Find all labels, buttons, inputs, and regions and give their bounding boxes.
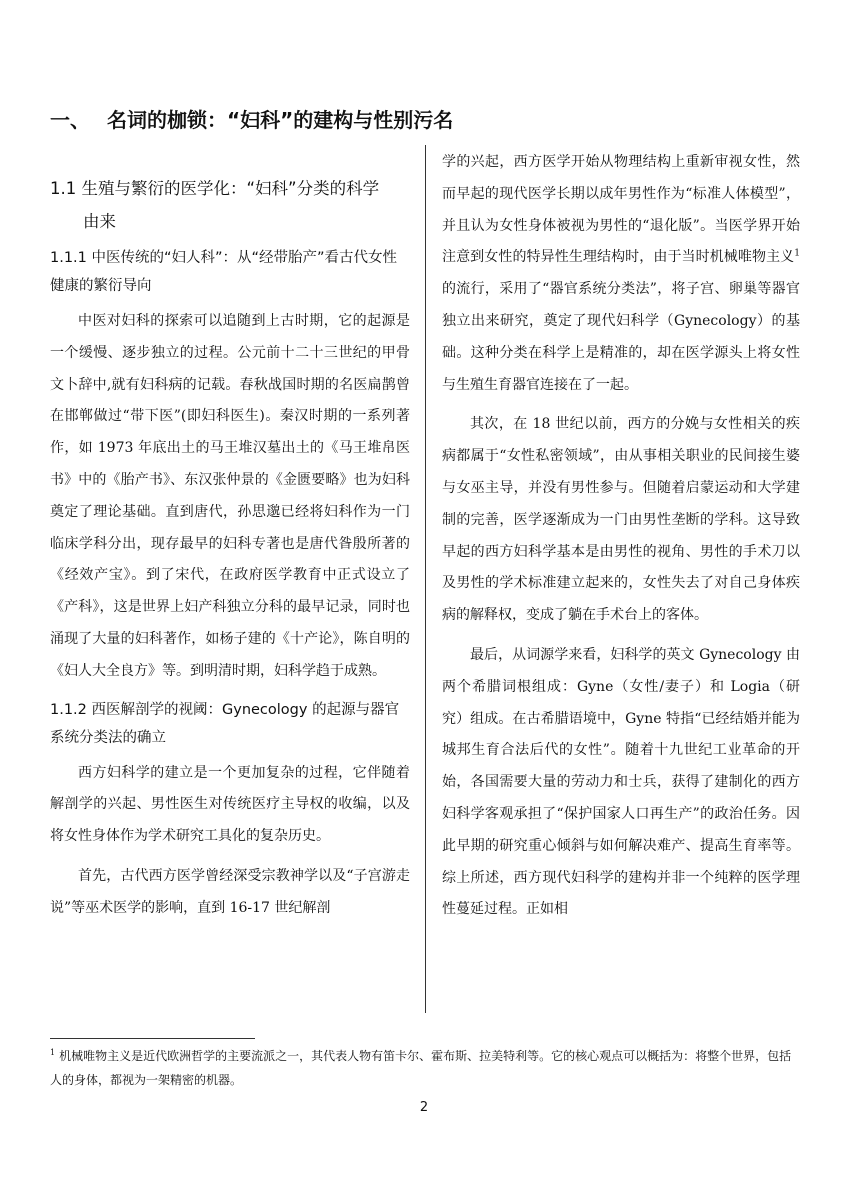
paragraph-continued — [442, 147, 800, 401]
footnote — [50, 1044, 792, 1092]
paragraph: 最后，从词源学来看，妇科学的英文 Gynecology 由两个希腊词根组成：Gyne（女性/妻子）和 Logia（研究）组成。在古希腊语境中，Gyne 特指“已经结婚并能为城邦生育合法后代的女性”。随着十九世纪工业革命的开始，各国需要大量的劳动力和士兵，获得了建制化的西方妇科学客观承担了“保护国家人口再生产”的政治任务。因此早期的研究重心倾斜与如何解决难产、提高生育率等。综上所述，西方现代妇科学的建构并非一个纯粹的医学理性蔓延过程。正如相 — [442, 646, 800, 918]
footnote-separator — [50, 1038, 255, 1039]
right-column — [442, 147, 800, 934]
footnote-mark: 1 — [50, 1048, 56, 1057]
section-heading-line-2: 由来 — [83, 212, 116, 231]
column-divider — [425, 145, 426, 1013]
page-number: 2 — [419, 1100, 429, 1115]
subsection-heading-1-1-2: 1.1.2 西医解剖学的视阈：Gynecology 的起源与器官系统分类法的确立 — [50, 701, 400, 746]
paragraph: 中医对妇科的探索可以追随到上古时期，它的起源是一个缓慢、逐步独立的过程。公元前十二十三世纪的甲骨文卜辞中,就有妇科病的记载。春秋战国时期的名医扁鹊曾在邯郸做过“带下医”(即妇科医生)。秦汉时期的一系列著作，如 1973 年底出土的马王堆汉墓出土的《马王堆帛医书》中的《胎产书》、东汉张仲景的《金匮要略》也为妇科奠定了理论基础。直到唐代，孙思邈已经将妇科作为一门临床学科分出，现存最早的妇科专著也是唐代昝殷所著的《经效产宝》。到了宋代，在政府医学教育中正式设立了《产科》，这是世界上妇产科独立分科的最早记录，同时也涌现了大量的妇科著作，如杨子建的《十产论》，陈自明的《妇人大全良方》等。到明清时期，妇科学趋于成熟。 — [50, 313, 410, 679]
subsection-heading-1-1-1: 1.1.1 中医传统的“妇人科”：从“经带胎产”看古代女性健康的繁衍导向 — [50, 250, 398, 294]
footnote-reference[interactable]: 1 — [794, 248, 800, 259]
title-number: 一、 — [50, 108, 90, 132]
paragraph: 西方妇科学的建立是一个更加复杂的过程，它伴随着解剖学的兴起、男性医生对传统医疗主导权的收编，以及将女性身体作为学术研究工具化的复杂历史。 — [50, 764, 410, 845]
paragraph-text: 学的兴起，西方医学开始从物理结构上重新审视女性，然而早起的现代医学长期以成年男性作为“标准人体模型”，并且认为女性身体被视为男性的“退化版”。当医学界开始注意到女性的特异性生理结构时，由于当时机械唯物主义 — [442, 154, 800, 266]
left-column — [50, 172, 410, 933]
page-title — [50, 104, 453, 133]
paragraph-text: 的流行，采用了“器官系统分类法”，将子宫、卵巢等器官独立出来研究，奠定了现代妇科学（Gynecology）的基础。这种分类在科学上是精准的，却在医学源头上将女性与生殖生育器官连接在了一起。 — [442, 281, 800, 393]
footnote-text: 机械唯物主义是近代欧洲哲学的主要流派之一，其代表人物有笛卡尔、霍布斯、拉美特利等。它的核心观点可以概括为：将整个世界，包括人的身体，都视为一架精密的机器。 — [50, 1049, 792, 1087]
title-text: 名词的枷锁：“妇科”的建构与性别污名 — [107, 108, 454, 132]
paragraph: 首先，古代西方医学曾经深受宗教神学以及“子宫游走说”等巫术医学的影响，直到 16-17 世纪解剖 — [50, 867, 410, 916]
paragraph: 其次，在 18 世纪以前，西方的分娩与女性相关的疾病都属于“女性私密领域”，由从事相关职业的民间接生婆与女巫主导，并没有男性参与。但随着启蒙运动和大学建制的完善，医学逐渐成为一门由男性垄断的学科。这导致早起的西方妇科学基本是由男性的视角、男性的手术刀以及男性的学术标准建立起来的，女性失去了对自己身体疾病的解释权，变成了躺在手术台上的客体。 — [442, 416, 800, 624]
section-heading-1-1 — [50, 172, 410, 238]
section-heading-line-1: 1.1 生殖与繁衍的医学化：“妇科”分类的科学 — [50, 179, 380, 198]
